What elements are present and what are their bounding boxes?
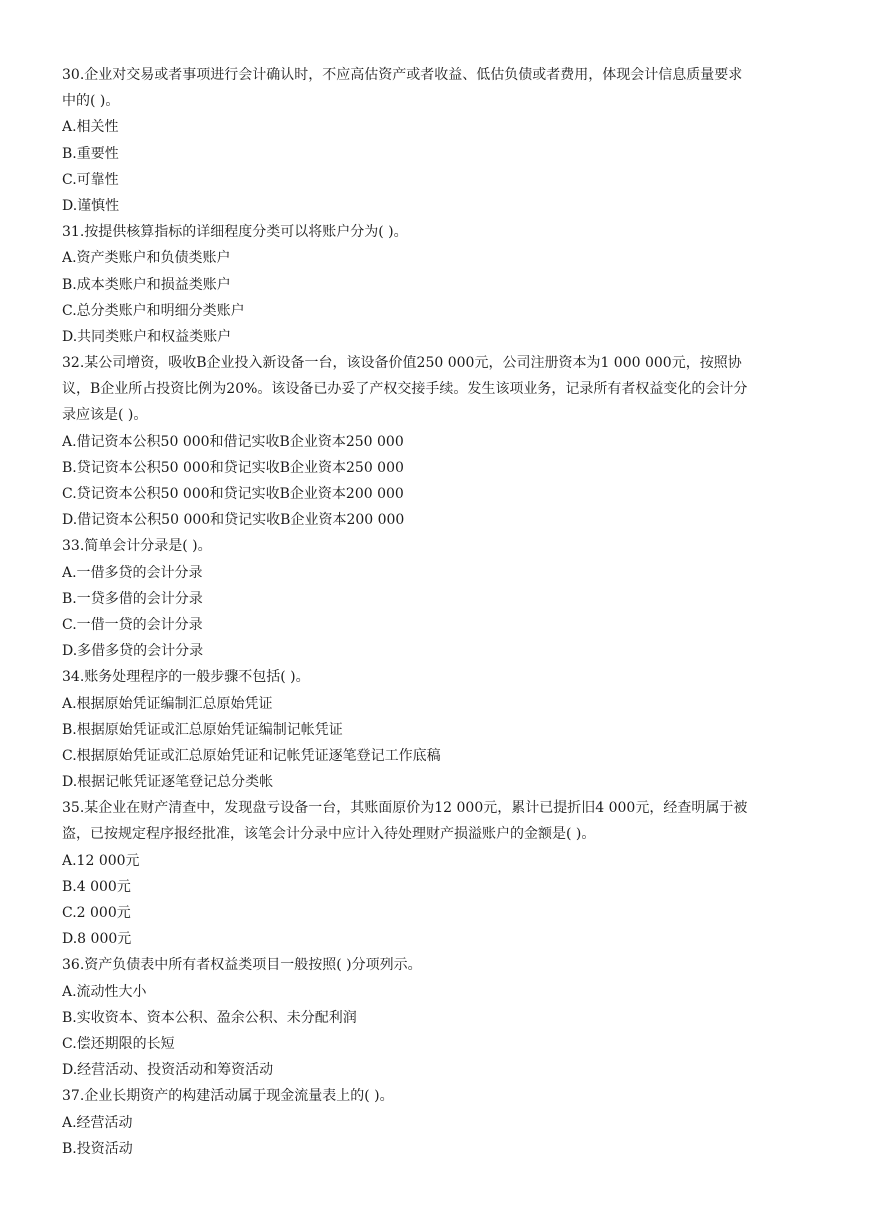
question-block xyxy=(62,952,810,1083)
question-stem-line: 30.企业对交易或者事项进行会计确认时，不应高估资产或者收益、低估负债或者费用，体现会计信息质量要求 xyxy=(62,67,743,83)
answer-option: B.根据原始凭证或汇总原始凭证编制记帐凭证 xyxy=(62,721,343,738)
answer-option: A.经营活动 xyxy=(62,1114,133,1131)
question-stem-line: 35.某企业在财产清查中，发现盘亏设备一台，其账面原价为12 000元，累计已提折旧4 000元，经查明属于被 xyxy=(62,800,748,817)
answer-option: A.借记资本公积50 000和借记实收B企业资本250 000 xyxy=(62,433,404,450)
answer-option: C.可靠性 xyxy=(62,171,119,188)
answer-option: D.根据记帐凭证逐笔登记总分类帐 xyxy=(62,774,274,791)
question-stem-line: 录应该是( )。 xyxy=(62,407,148,424)
answer-option: D.谨慎性 xyxy=(62,197,120,214)
question-stem-line: 中的( )。 xyxy=(62,93,120,110)
question-stem-line: 33.简单会计分录是( )。 xyxy=(62,538,212,555)
question-block xyxy=(62,664,810,795)
answer-option: D.共同类账户和权益类账户 xyxy=(62,328,232,345)
question-stem-line: 议，B企业所占投资比例为20%。该设备已办妥了产权交接手续。发生该项业务，记录所有者权益变化的会计分 xyxy=(62,381,748,398)
question-stem-line: 36.资产负债表中所有者权益类项目一般按照( )分项列示。 xyxy=(62,957,422,974)
answer-option: B.重要性 xyxy=(62,145,119,162)
answer-option: C.贷记资本公积50 000和贷记实收B企业资本200 000 xyxy=(62,486,404,502)
answer-option: B.贷记资本公积50 000和贷记实收B企业资本250 000 xyxy=(62,459,404,476)
question-stem-line: 34.账务处理程序的一般步骤不包括( )。 xyxy=(62,669,310,686)
answer-option: A.根据原始凭证编制汇总原始凭证 xyxy=(62,695,273,712)
answer-option: C.总分类账户和明细分类账户 xyxy=(62,302,245,319)
answer-option: B.实收资本、资本公积、盈余公积、未分配利润 xyxy=(62,1009,357,1026)
question-block xyxy=(62,533,810,664)
answer-option: A.流动性大小 xyxy=(62,983,147,1000)
question-stem-line: 盗，已按规定程序报经批准，该笔会计分录中应计入待处理财产损溢账户的金额是( )。 xyxy=(62,826,596,843)
answer-option: C.偿还期限的长短 xyxy=(62,1035,175,1052)
question-block xyxy=(62,219,810,350)
answer-option: C.2 000元 xyxy=(62,905,131,921)
answer-option: D.多借多贷的会计分录 xyxy=(62,643,204,660)
answer-option: B.成本类账户和损益类账户 xyxy=(62,276,231,293)
question-stem-line: 31.按提供核算指标的详细程度分类可以将账户分为( )。 xyxy=(62,224,408,241)
answer-option: B.投资活动 xyxy=(62,1140,133,1157)
document-body xyxy=(62,62,810,1162)
question-block xyxy=(62,1083,810,1162)
answer-option: B.4 000元 xyxy=(62,878,131,895)
question-stem-line: 37.企业长期资产的构建活动属于现金流量表上的( )。 xyxy=(62,1088,394,1105)
answer-option: A.一借多贷的会计分录 xyxy=(62,564,203,581)
question-block xyxy=(62,62,810,219)
answer-option: D.8 000元 xyxy=(62,931,132,948)
answer-option: C.一借一贷的会计分录 xyxy=(62,616,203,633)
answer-option: A.资产类账户和负债类账户 xyxy=(62,250,231,267)
answer-option: B.一贷多借的会计分录 xyxy=(62,590,203,607)
answer-option: D.借记资本公积50 000和贷记实收B企业资本200 000 xyxy=(62,512,405,529)
answer-option: D.经营活动、投资活动和筹资活动 xyxy=(62,1062,274,1079)
question-stem-line: 32.某公司增资，吸收B企业投入新设备一台，该设备价值250 000元，公司注册资本为1 000 000元，按照协 xyxy=(62,355,742,372)
answer-option: A.12 000元 xyxy=(62,852,140,869)
answer-option: C.根据原始凭证或汇总原始凭证和记帐凭证逐笔登记工作底稿 xyxy=(62,747,441,764)
question-block xyxy=(62,795,810,952)
answer-option: A.相关性 xyxy=(62,119,119,136)
question-block xyxy=(62,350,810,533)
